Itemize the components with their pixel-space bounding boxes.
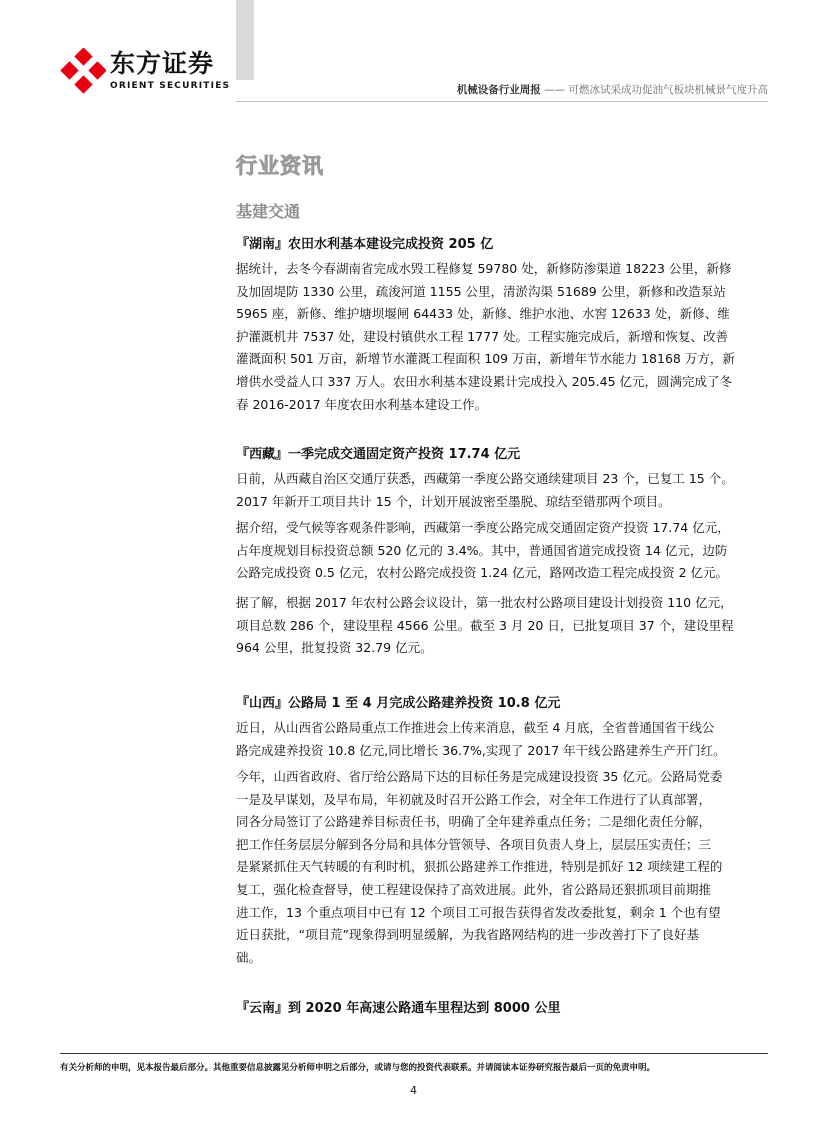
article-paragraph (236, 517, 768, 585)
paragraph-line: 据统计，去冬今春湖南省完成水毁工程修复 59780 处，新修防渗渠道 18223 公里，新修 (236, 261, 732, 276)
article-heading-hunan: 『湖南』农田水利基本建设完成投资 205 亿 (236, 237, 494, 252)
paragraph-line: 964 公里，批复投资 32.79 亿元。 (236, 640, 433, 656)
header-divider (236, 101, 768, 102)
article-heading-shanxi: 『山西』公路局 1 至 4 月完成公路建养投资 10.8 亿元 (236, 696, 561, 711)
paragraph-line: 复工，强化检查督导，使工程建设保持了高效进展。此外，省公路局还狠抓项目前期推 (236, 881, 712, 897)
report-header (457, 82, 768, 97)
paragraph-line: 日前，从西藏自治区交通厅获悉，西藏第一季度公路交通续建项目 23 个，已复工 15 个。 (236, 471, 734, 486)
article-paragraph (236, 766, 768, 969)
paragraph-line: 增供水受益人口 337 万人。农田水利基本建设累计完成投入 205.45 亿元，圆满完成了冬 (236, 373, 732, 389)
paragraph-line: 把工作任务层层分解到各分局和具体分管领导、各项目负责人身上，层层压实责任；三 (236, 836, 712, 852)
article-paragraph (236, 258, 768, 416)
paragraph-line: 5965 座，新修、维护塘坝堰闸 64433 处，新修、维护水池、水窖 12633 处，新修、维 (236, 306, 730, 322)
paragraph-line: 项目总数 286 个，建设里程 4566 公里。截至 3 月 20 日，已批复项目 37 个，建设里程 (236, 617, 734, 633)
article-heading-tibet: 『西藏』一季完成交通固定资产投资 17.74 亿元 (236, 447, 521, 462)
paragraph-line: 护灌溉机井 7537 处，建设村镇供水工程 1777 处。工程实施完成后，新增和恢复、改善 (236, 328, 729, 344)
paragraph-line: 公路完成投资 0.5 亿元，农村公路完成投资 1.24 亿元，路网改造工程完成投资 2 亿元。 (236, 565, 729, 581)
paragraph-line: 据介绍，受气候等客观条件影响，西藏第一季度公路完成交通固定资产投资 17.74 亿元， (236, 520, 730, 535)
paragraph-line: 据了解，根据 2017 年农村公路会议设计，第一批农村公路项目建设计划投资 110 亿元， (236, 595, 733, 610)
paragraph-line: 今年，山西省政府、省厅给公路局下达的目标任务是完成建设投资 35 亿元。公路局党委 (236, 769, 723, 784)
company-logo (60, 48, 235, 96)
paragraph-line: 2017 年新开工项目共计 15 个，计划开展波密至墨脱、琼结至错那两个项目。 (236, 493, 671, 509)
paragraph-line: 一是及早谋划，及早布局，年初就及时召开公路工作会，对全年工作进行了认真部署， (236, 791, 712, 807)
paragraph-line: 础。 (236, 949, 262, 965)
paragraph-line: 及加固堤防 1330 公里，疏浚河道 1155 公里，清淤沟渠 51689 公里，新修和改造泵站 (236, 283, 726, 299)
paragraph-line: 路完成建养投资 10.8 亿元,同比增长 36.7%,实现了 2017 年干线公路建养生产开门红。 (236, 742, 726, 758)
paragraph-line: 春 2016-2017 年度农田水利基本建设工作。 (236, 396, 488, 412)
paragraph-line: 灌溉面积 501 万亩，新增节水灌溉工程面积 109 万亩，新增年节水能力 18168 万方，新 (236, 351, 735, 367)
paragraph-line: 近日，从山西省公路局重点工作推进会上传来消息，截至 4 月底，全省普通国省干线公 (236, 720, 715, 735)
article-paragraph (236, 468, 768, 513)
footer-divider (60, 1053, 768, 1054)
paragraph-line: 占年度规划目标投资总额 520 亿元的 3.4%。其中，普通国省道完成投资 14 亿元，边防 (236, 542, 728, 558)
article-paragraph (236, 592, 768, 660)
header-decor-bar (236, 0, 254, 80)
report-separator: —— (540, 84, 569, 96)
footer-disclaimer: 有关分析师的申明，见本报告最后部分。其他重要信息披露见分析师申明之后部分，或请与您的投资代表联系。并请阅读本证券研究报告最后一页的免责申明。 (60, 1063, 656, 1073)
paragraph-line: 同各分局签订了公路建养目标责任书，明确了全年建养重点任务；二是细化责任分解， (236, 814, 712, 830)
paragraph-line: 是紧紧抓住天气转暖的有利时机，狠抓公路建养工作推进，特别是抓好 12 项续建工程的 (236, 859, 723, 875)
logo-text-cn: 东方证券 (110, 49, 215, 78)
subsection-title: 基建交通 (236, 202, 301, 221)
page-number: 4 (410, 1084, 417, 1097)
report-subtitle: 可燃冰试采成功促油气板块机械景气度升高 (568, 84, 768, 96)
paragraph-line: 近日获批，“项目荒”现象得到明显缓解，为我省路网结构的进一步改善打下了良好基 (236, 927, 699, 943)
article-heading-yunnan: 『云南』到 2020 年高速公路通车里程达到 8000 公里 (236, 1001, 561, 1016)
paragraph-line: 进工作，13 个重点项目中已有 12 个项目工可报告获得省发改委批复，剩余 1 个也有望 (236, 904, 721, 920)
logo-mark-icon (60, 48, 106, 94)
logo-text-en: ORIENT SECURITIES (110, 81, 231, 91)
article-paragraph (236, 717, 768, 762)
report-title: 机械设备行业周报 (456, 84, 541, 96)
section-title: 行业资讯 (236, 154, 324, 178)
